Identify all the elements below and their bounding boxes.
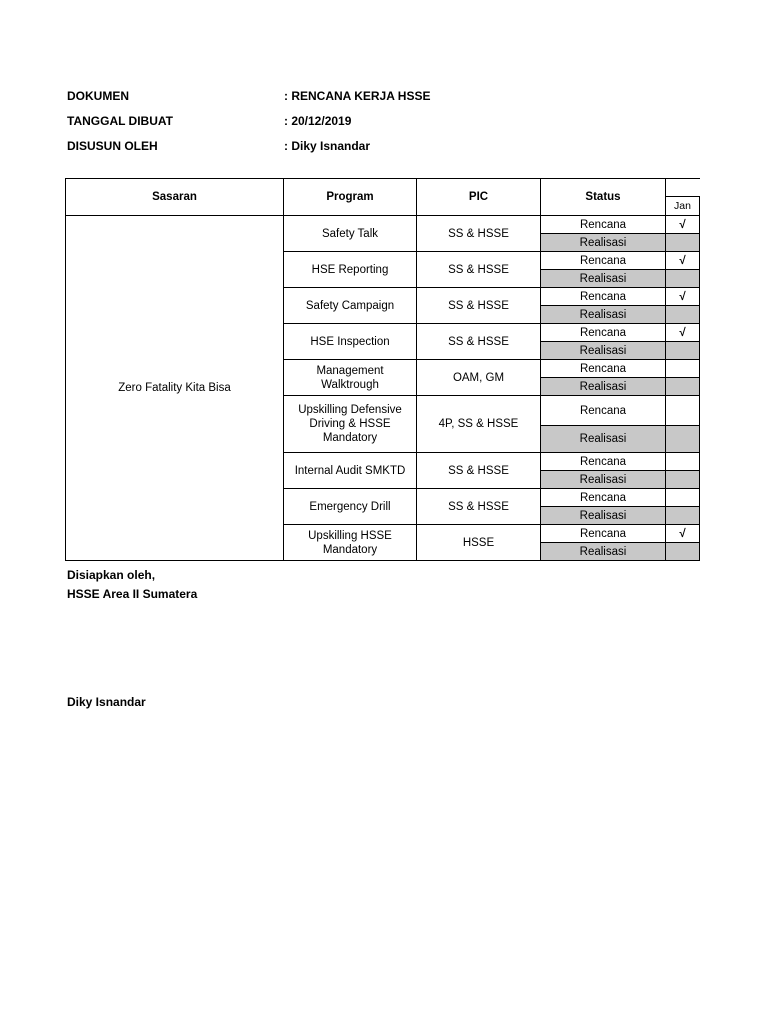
col-program: Program bbox=[284, 179, 417, 216]
work-plan-table bbox=[65, 178, 700, 561]
program-name: Safety Campaign bbox=[284, 288, 417, 324]
jan-real-cell bbox=[666, 471, 700, 489]
col-status: Status bbox=[541, 179, 666, 216]
jan-plan-cell bbox=[666, 396, 700, 426]
prepared-by-unit: HSSE Area II Sumatera bbox=[67, 587, 198, 601]
author-value: : Diky Isnandar bbox=[284, 139, 371, 153]
status-rencana: Rencana bbox=[541, 360, 666, 378]
jan-plan-cell bbox=[666, 489, 700, 507]
status-rencana: Rencana bbox=[541, 396, 666, 426]
date-value: : 20/12/2019 bbox=[284, 114, 352, 128]
program-pic: SS & HSSE bbox=[417, 489, 541, 525]
doc-label: DOKUMEN bbox=[67, 89, 129, 103]
jan-real-cell bbox=[666, 543, 700, 561]
col-pic: PIC bbox=[417, 179, 541, 216]
program-name: Emergency Drill bbox=[284, 489, 417, 525]
program-name: HSE Reporting bbox=[284, 252, 417, 288]
program-pic: SS & HSSE bbox=[417, 324, 541, 360]
jan-real-cell bbox=[666, 342, 700, 360]
program-pic: 4P, SS & HSSE bbox=[417, 396, 541, 453]
program-name: Internal Audit SMKTD bbox=[284, 453, 417, 489]
col-sasaran: Sasaran bbox=[66, 179, 284, 216]
jan-real-cell bbox=[666, 426, 700, 453]
program-name: Upskilling HSSE Mandatory bbox=[284, 525, 417, 561]
jan-real-cell bbox=[666, 270, 700, 288]
signer-name: Diky Isnandar bbox=[67, 695, 146, 709]
status-realisasi: Realisasi bbox=[541, 306, 666, 324]
program-name: HSE Inspection bbox=[284, 324, 417, 360]
jan-plan-cell: √ bbox=[666, 288, 700, 306]
status-rencana: Rencana bbox=[541, 489, 666, 507]
jan-real-cell bbox=[666, 378, 700, 396]
status-realisasi: Realisasi bbox=[541, 270, 666, 288]
status-realisasi: Realisasi bbox=[541, 378, 666, 396]
program-pic: SS & HSSE bbox=[417, 453, 541, 489]
status-realisasi: Realisasi bbox=[541, 426, 666, 453]
program-name: Management Walktrough bbox=[284, 360, 417, 396]
doc-value: : RENCANA KERJA HSSE bbox=[284, 89, 431, 103]
jan-plan-cell: √ bbox=[666, 324, 700, 342]
program-pic: HSSE bbox=[417, 525, 541, 561]
status-rencana: Rencana bbox=[541, 252, 666, 270]
program-pic: SS & HSSE bbox=[417, 216, 541, 252]
sasaran-cell: Zero Fatality Kita Bisa bbox=[66, 216, 284, 561]
col-jan: Jan bbox=[666, 197, 700, 216]
program-pic: SS & HSSE bbox=[417, 252, 541, 288]
jan-real-cell bbox=[666, 234, 700, 252]
col-month-group bbox=[666, 179, 700, 197]
status-rencana: Rencana bbox=[541, 216, 666, 234]
jan-real-cell bbox=[666, 306, 700, 324]
program-name: Safety Talk bbox=[284, 216, 417, 252]
status-realisasi: Realisasi bbox=[541, 234, 666, 252]
program-pic: SS & HSSE bbox=[417, 288, 541, 324]
jan-plan-cell bbox=[666, 360, 700, 378]
jan-plan-cell: √ bbox=[666, 216, 700, 234]
status-realisasi: Realisasi bbox=[541, 543, 666, 561]
status-rencana: Rencana bbox=[541, 324, 666, 342]
jan-plan-cell: √ bbox=[666, 525, 700, 543]
jan-plan-cell: √ bbox=[666, 252, 700, 270]
program-pic: OAM, GM bbox=[417, 360, 541, 396]
status-rencana: Rencana bbox=[541, 288, 666, 306]
status-rencana: Rencana bbox=[541, 453, 666, 471]
date-label: TANGGAL DIBUAT bbox=[67, 114, 173, 128]
status-rencana: Rencana bbox=[541, 525, 666, 543]
program-name: Upskilling Defensive Driving & HSSE Mandatory bbox=[284, 396, 417, 453]
jan-real-cell bbox=[666, 507, 700, 525]
status-realisasi: Realisasi bbox=[541, 507, 666, 525]
status-realisasi: Realisasi bbox=[541, 342, 666, 360]
status-realisasi: Realisasi bbox=[541, 471, 666, 489]
author-label: DISUSUN OLEH bbox=[67, 139, 158, 153]
prepared-by-label: Disiapkan oleh, bbox=[67, 568, 156, 582]
jan-plan-cell bbox=[666, 453, 700, 471]
